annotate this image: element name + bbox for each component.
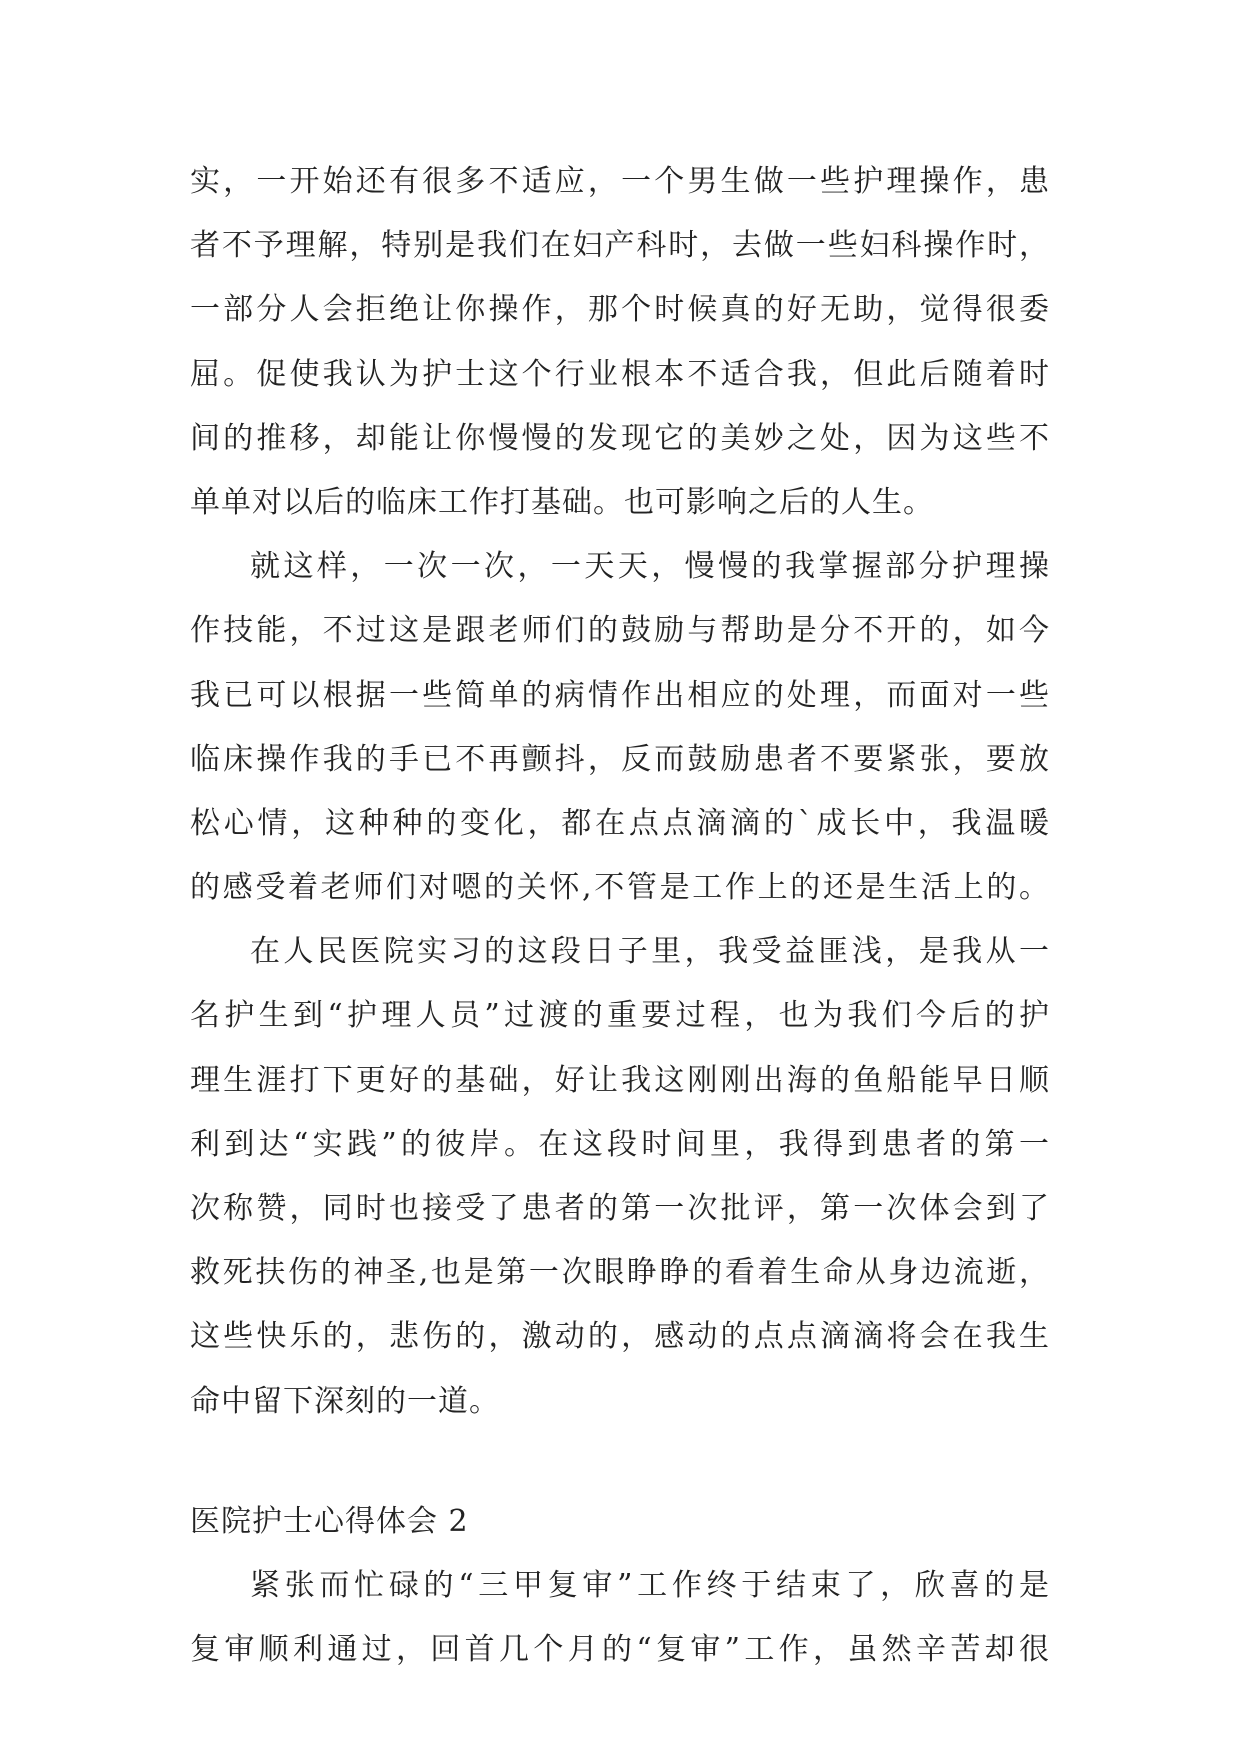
text-line: 单单对以后的临床工作打基础。也可影响之后的人生。 bbox=[190, 484, 934, 520]
text-line: 利到达“实践”的彼岸。在这段时间里，我得到患者的第一 bbox=[190, 1126, 1050, 1162]
text-line: 紧张而忙碌的“三甲复审”工作终于结束了，欣喜的是 bbox=[250, 1567, 1050, 1603]
text-line: 复审顺利通过，回首几个月的“复审”工作，虽然辛苦却很 bbox=[190, 1631, 1050, 1667]
text-line: 名护生到“护理人员”过渡的重要过程，也为我们今后的护 bbox=[190, 998, 1050, 1034]
text-line: 这些快乐的，悲伤的，激动的，感动的点点滴滴将会在我生 bbox=[190, 1319, 1050, 1355]
text-line: 救死扶伤的神圣,也是第一次眼睁睁的看着生命从身边流逝， bbox=[190, 1255, 1050, 1291]
paragraph-2 bbox=[190, 535, 1050, 920]
text-line: 松心情，这种种的变化，都在点点滴滴的`成长中，我温暖 bbox=[190, 805, 1050, 841]
paragraph-1 bbox=[190, 150, 1050, 535]
paragraph-3 bbox=[190, 920, 1050, 1434]
text-line: 屈。促使我认为护士这个行业根本不适合我，但此后随着时 bbox=[190, 356, 1050, 392]
text-line: 在人民医院实习的这段日子里，我受益匪浅，是我从一 bbox=[250, 934, 1050, 970]
document-body bbox=[190, 150, 1050, 1682]
text-line: 我已可以根据一些简单的病情作出相应的处理，而面对一些 bbox=[190, 677, 1050, 713]
text-line: 命中留下深刻的一道。 bbox=[190, 1383, 500, 1419]
text-line: 实，一开始还有很多不适应，一个男生做一些护理操作，患 bbox=[190, 164, 1050, 199]
text-line: 临床操作我的手已不再颤抖，反而鼓励患者不要紧张，要放 bbox=[190, 741, 1050, 777]
section-paragraph bbox=[190, 1554, 1050, 1682]
text-line: 作技能，不过这是跟老师们的鼓励与帮助是分不开的，如今 bbox=[190, 613, 1050, 649]
text-line: 次称赞，同时也接受了患者的第一次批评，第一次体会到了 bbox=[190, 1191, 1050, 1226]
text-line: 的感受着老师们对嗯的关怀,不管是工作上的还是生活上的。 bbox=[190, 870, 1050, 906]
section-title: 医院护士心得体会 2 bbox=[190, 1503, 469, 1539]
text-line: 理生涯打下更好的基础，好让我这刚刚出海的鱼船能早日顺 bbox=[190, 1062, 1050, 1098]
text-line: 间的推移，却能让你慢慢的发现它的美妙之处，因为这些不 bbox=[190, 420, 1050, 456]
text-line: 就这样，一次一次，一天天，慢慢的我掌握部分护理操 bbox=[250, 549, 1050, 585]
text-line: 者不予理解，特别是我们在妇产科时，去做一些妇科操作时， bbox=[190, 228, 1050, 264]
text-line: 一部分人会拒绝让你操作，那个时候真的好无助，觉得很委 bbox=[190, 292, 1050, 328]
section-spacer bbox=[190, 1434, 1050, 1490]
